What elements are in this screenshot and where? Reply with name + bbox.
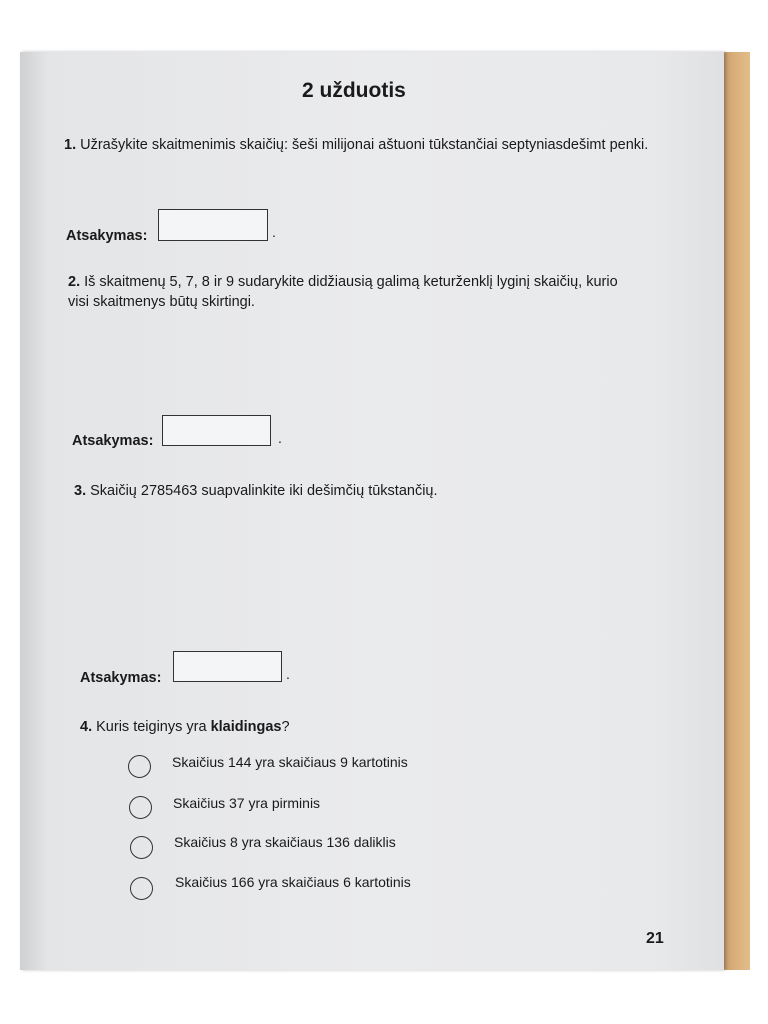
question-3-text: Skaičių 2785463 suapvalinkite iki dešimčių tūkstančių. (90, 483, 438, 499)
option-4-radio[interactable] (130, 877, 153, 900)
option-3-label: Skaičius 8 yra skaičiaus 136 daliklis (174, 834, 396, 850)
answer-period-1: . (272, 224, 276, 240)
question-2-text-line-1: Iš skaitmenų 5, 7, 8 ir 9 sudarykite didžiausią galimą keturženklį lyginį skaičių, kurio (84, 274, 618, 290)
question-2-line-1 (68, 274, 618, 290)
answer-period-2: . (278, 430, 282, 446)
question-2-number: 2. (68, 274, 81, 290)
question-1-text: Užrašykite skaitmenimis skaičių: šeši milijonai aštuoni tūkstančiai septyniasdešimt penki. (80, 137, 649, 153)
answer-period-3: . (286, 666, 290, 682)
answer-box-1[interactable] (158, 209, 268, 241)
question-3 (74, 483, 438, 499)
option-3-radio[interactable] (130, 836, 153, 859)
answer-label-3: Atsakymas: (80, 670, 162, 686)
question-4-text: Kuris teiginys yra (96, 719, 211, 735)
question-3-number: 3. (74, 483, 87, 499)
answer-label-2: Atsakymas: (72, 433, 154, 449)
answer-label-1: Atsakymas: (66, 228, 148, 244)
option-2-radio[interactable] (129, 796, 152, 819)
option-4-label: Skaičius 166 yra skaičiaus 6 kartotinis (175, 874, 411, 890)
page-number: 21 (646, 930, 664, 947)
page-title: 2 užduotis (302, 79, 406, 102)
answer-box-2[interactable] (162, 415, 271, 446)
question-2-text-line-2: visi skaitmenys būtų skirtingi. (68, 294, 255, 310)
option-2-label: Skaičius 37 yra pirminis (173, 795, 321, 811)
question-4-number: 4. (80, 719, 93, 735)
desk-background (722, 52, 750, 970)
answer-box-3[interactable] (173, 651, 282, 682)
worksheet-page (20, 52, 724, 970)
question-4-text-suffix: ? (281, 719, 290, 735)
question-1-number: 1. (64, 137, 77, 153)
option-1-label: Skaičius 144 yra skaičiaus 9 kartotinis (172, 754, 408, 770)
question-1 (64, 137, 648, 153)
question-4-emphasis: klaidingas (210, 719, 282, 735)
question-4 (80, 719, 290, 735)
option-1-radio[interactable] (128, 755, 151, 778)
